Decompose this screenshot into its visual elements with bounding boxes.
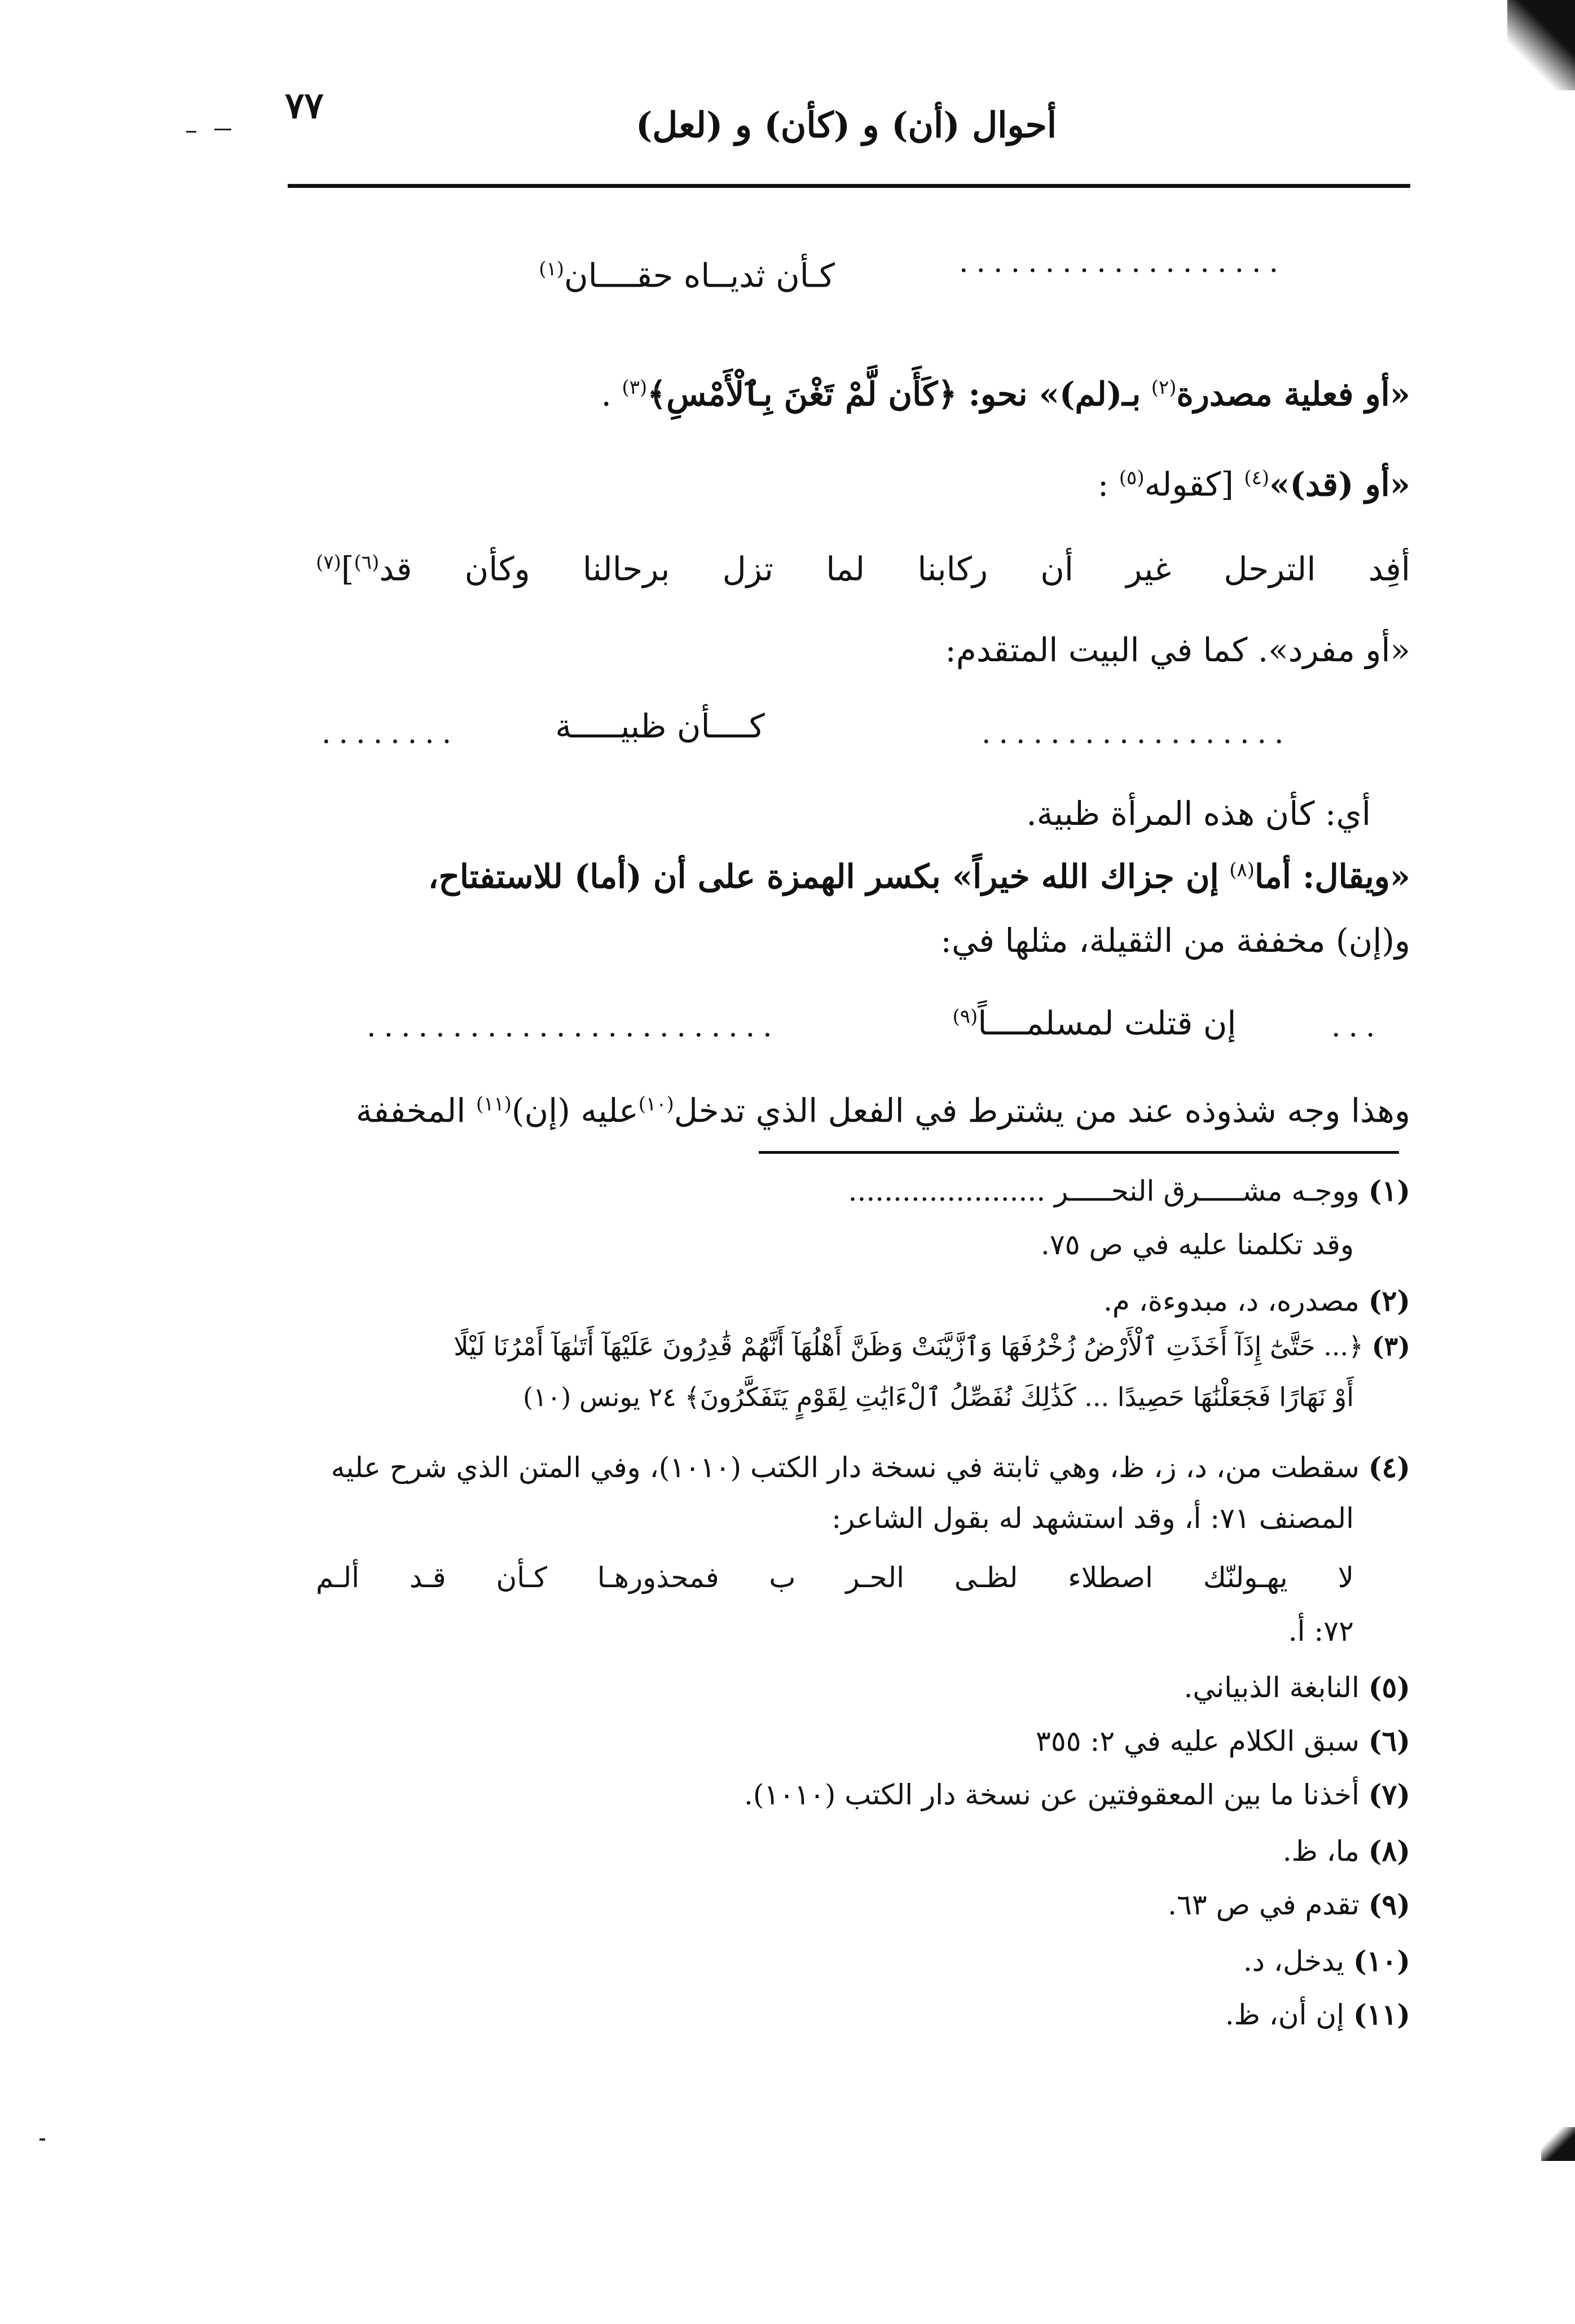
- footnote: (٨) ما، ظ.: [1282, 1834, 1410, 1868]
- verse-dots: ........: [322, 717, 460, 750]
- verse-hemistich: إن قتلت لمسلمــــاً$^{(٩)}$: [952, 1004, 1237, 1043]
- footnote: لا يهـولنّك اصطلاء لظـى الحـر ب فمحذورهـا كـأن قـد ألـم: [316, 1561, 1354, 1594]
- scan-corner-blot: [1507, 0, 1575, 90]
- header-rule: [288, 184, 1410, 188]
- scan-edge-blot: [1541, 2127, 1575, 2161]
- footnote: (٥) النابغة الذبياني.: [1184, 1671, 1410, 1704]
- scan-speck: [214, 129, 231, 130]
- footnote-ref: (١١): [476, 1093, 512, 1115]
- footnote-ref: (٤): [1244, 467, 1270, 489]
- footnote: (٢) مصدره، د، مبدوءة، م.: [1103, 1284, 1410, 1317]
- verse-line: أفِد الترحل غير أن ركابنا لما تزل برحالنا وكأن قد$^{(٦)}$]$^{(٧)}$: [316, 550, 1410, 588]
- footnote-rule: [759, 1151, 1399, 1154]
- page-number: ٧٧: [285, 85, 324, 127]
- footnote-ref: (٧): [316, 551, 341, 574]
- scan-speck: [186, 131, 196, 133]
- paragraph-line: «أو مفرد». كما في البيت المتقدم:: [945, 631, 1410, 669]
- scan-speck: [39, 2138, 45, 2141]
- footnote-ref: (٨): [1229, 859, 1255, 881]
- paragraph-line: «ويقال: أما$^{(٨)}$ إن جزاك الله خيراً» بكسر الهمزة على أن (أما) للاستفتاح،: [428, 857, 1410, 896]
- paragraph-line: وهذا وجه شذوذه عند من يشترط في الفعل الذي تدخل$^{(١٠)}$عليه (إن)$^{(١١)}$ المخففة: [355, 1091, 1410, 1130]
- footnote: (٩) تقدم في ص ٦٣.: [1168, 1888, 1410, 1921]
- footnote-ref: (١): [539, 258, 565, 280]
- paragraph-line: «أو (قد)»$^{(٤)}$ [كقوله$^{(٥)}$ :: [1097, 465, 1410, 504]
- paragraph-line: «أو فعلية مصدرة$^{(٢)}$ بـ(لم)» نحو: ﴿كَأَن لَّمْ تَغْنَ بِٱلْأَمْسِ﴾$^{(٣)}$ .: [601, 375, 1410, 414]
- footnote-ref: (٦): [354, 551, 380, 574]
- footnote: وقد تكلمنا عليه في ص ٧٥.: [1040, 1228, 1354, 1261]
- footnote: (١١) إن أن، ظ.: [1225, 1998, 1410, 2031]
- footnote: أَوْ نَهَارًا فَجَعَلْنَٰهَا حَصِيدًا ... كَذَٰلِكَ نُفَصِّلُ ٱلْءَايَٰتِ لِقَوْمٍ يَتَفَكَّرُونَ﴾ ٢٤ يونس (١٠): [522, 1382, 1354, 1412]
- footnote: ٧٢: أ.: [1288, 1615, 1354, 1648]
- verse-dots: ...................: [959, 245, 1287, 279]
- footnote: (٣) ﴿... حَتَّىٰٓ إِذَآ أَخَذَتِ ٱلْأَرْضُ زُخْرُفَهَا وَٱزَّيَّنَتْ وَظَنَّ أَهْلُهَآ أَنَّهُمْ قَٰدِرُونَ عَلَيْهَآ أَتَىٰهَآ أَمْرُنَا لَيْلًا: [454, 1331, 1410, 1361]
- running-head: أحوال (أن) و (كأن) و (لعل): [635, 104, 1057, 146]
- footnote: (١٠) يدخل، د.: [1243, 1944, 1410, 1978]
- verse-dots: ...: [1331, 1010, 1383, 1044]
- verse-dots: ..................: [982, 717, 1292, 750]
- verse-dots: ........................: [367, 1010, 780, 1044]
- footnote: (٧) أخذنا ما بين المعقوفتين عن نسخة دار الكتب (١٠١٠).: [743, 1778, 1410, 1811]
- paragraph-line: أي: كأن هذه المرأة ظبية.: [1026, 794, 1371, 833]
- verse-hemistich: كــــأن ظبيـــــة: [555, 707, 765, 745]
- footnote: (٦) سبق الكلام عليه في ٢: ٣٥٥: [1036, 1724, 1410, 1758]
- footnote: (١) ووجـه مشـــــرق النحـــــر ......................: [848, 1174, 1410, 1207]
- paragraph-line: و(إن) مخففة من الثقيلة، مثلها في:: [940, 921, 1410, 960]
- footnote-ref: (٣): [622, 376, 648, 399]
- verse-hemistich: كـأن ثديــاه حقــــان$^{(١)}$: [539, 256, 835, 295]
- footnote: (٤) سقطت من، د، ز، ظ، وهي ثابتة في نسخة دار الكتب (١٠١٠)، وفي المتن الذي شرح عليه: [331, 1451, 1410, 1484]
- footnote-ref: (١٠): [638, 1093, 674, 1115]
- footnote: المصنف ٧١: أ، وقد استشهد له بقول الشاعر:: [832, 1502, 1354, 1535]
- footnote-ref: (٢): [1151, 376, 1177, 399]
- footnote-ref: (٥): [1119, 467, 1145, 489]
- footnote-ref: (٩): [952, 1005, 978, 1028]
